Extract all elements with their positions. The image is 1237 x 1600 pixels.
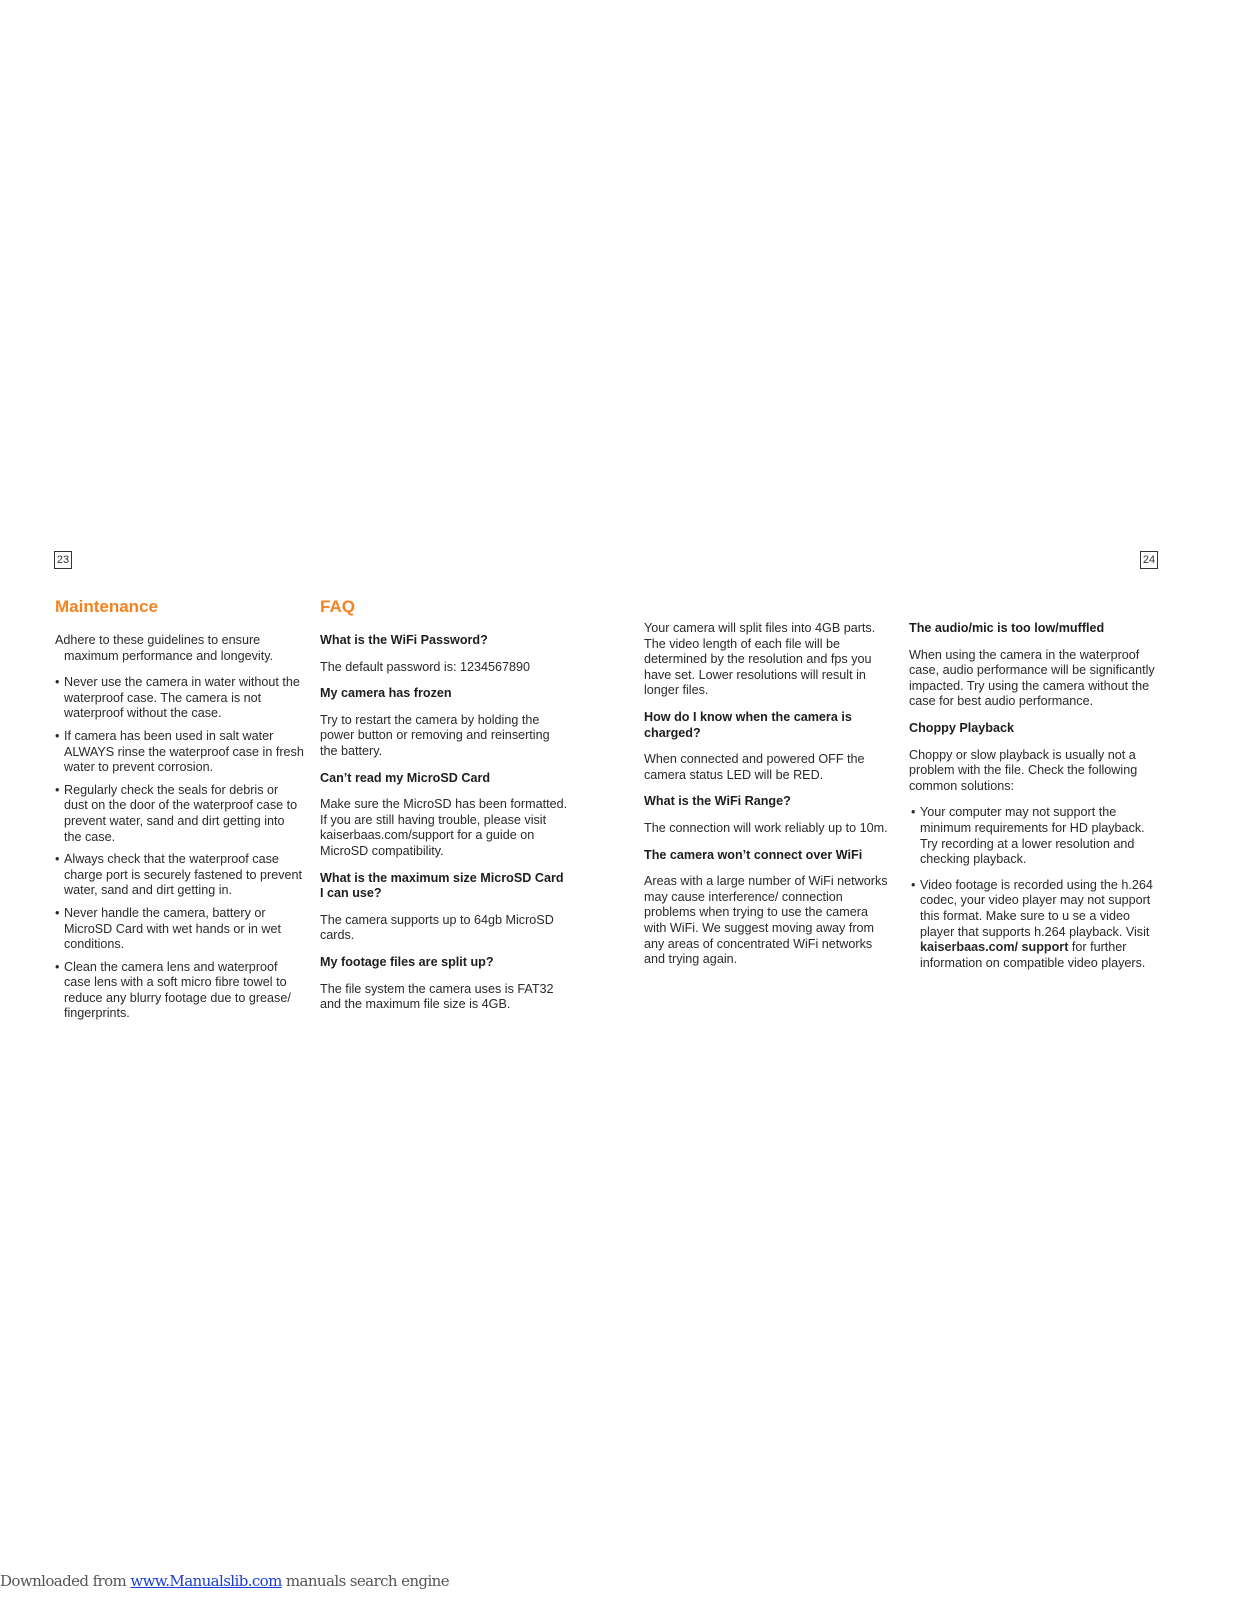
faq-answer: The file system the camera uses is FAT32 and the maximum file size is 4GB.	[320, 981, 554, 1012]
faq-question: How do I know when the camera is charged?	[644, 709, 852, 740]
faq-answer-continued: Your camera will split files into 4GB parts. The video length of each file will be determined by the resolution and fps you have set. Lower resolutions will result in longer files.	[644, 621, 876, 698]
footer-suffix: manuals search engine	[281, 1572, 449, 1590]
faq-answer: Choppy or slow playback is usually not a problem with the file. Check the following common solutions:	[909, 747, 1138, 793]
faq-section-b	[909, 621, 1161, 981]
list-item: • Clean the camera lens and waterproof case lens with a soft micro fibre towel to reduce any blurry footage due to grease/ fingerprints.	[55, 959, 291, 1021]
list-item: • Regularly check the seals for debris or dust on the door of the waterproof case to prevent water, sand and dirt getting into the case.	[55, 782, 298, 844]
maintenance-intro: Adhere to these guidelines to ensure maximum performance and longevity.	[55, 633, 274, 663]
faq-answer: Make sure the MicroSD has been formatted. If you are still having trouble, please visit kaiserbaas.com/support for a guide on MicroSD compatibility.	[320, 797, 568, 858]
faq-question: The audio/mic is too low/muffled	[909, 621, 1105, 635]
faq-section-mid	[644, 621, 892, 979]
list-item: • Video footage is recorded using the h.264 codec, your video player may not support this format. Make sure to u se a video player that supports h.264 playback. Visit kaiserbaas.com/ support for further information on compatible video players.	[911, 877, 1153, 970]
faq-answer: The camera supports up to 64gb MicroSD cards.	[320, 912, 554, 943]
manualslib-link[interactable]: www.Manualslib.com	[130, 1572, 282, 1590]
list-item: • Never use the camera in water without the waterproof case. The camera is not waterproof without the case.	[55, 675, 300, 721]
faq-answer: The default password is: 1234567890	[320, 659, 531, 674]
faq-answer: Areas with a large number of WiFi networks may cause interference/ connection problems when trying to use the camera with WiFi. We suggest moving away from any areas of concentrated WiFi networks and trying again.	[644, 874, 888, 967]
faq-question: What is the WiFi Range?	[644, 794, 791, 809]
maintenance-section	[55, 597, 305, 1029]
faq-question: Choppy Playback	[909, 720, 1014, 735]
maintenance-heading: Maintenance	[55, 597, 158, 616]
faq-question: The camera won’t connect over WiFi	[644, 847, 863, 862]
footer-prefix: Downloaded from	[0, 1572, 131, 1590]
playback-solutions-list	[909, 805, 1161, 971]
faq-section-a	[320, 597, 570, 1024]
faq-heading: FAQ	[320, 597, 355, 616]
download-footer	[0, 1572, 449, 1590]
faq-question: Can’t read my MicroSD Card	[320, 770, 491, 785]
faq-answer: When using the camera in the waterproof case, audio performance will be significantly impacted. Try using the camera without the case for best audio performance.	[909, 647, 1155, 709]
maintenance-list	[55, 675, 305, 1022]
faq-question: What is the maximum size MicroSD Card I can use?	[320, 870, 564, 901]
faq-answer: The connection will work reliably up to 10m.	[644, 820, 888, 835]
page-number-left: 23	[54, 551, 72, 569]
faq-question: My footage files are split up?	[320, 954, 494, 969]
faq-answer: Try to restart the camera by holding the power button or removing and reinserting the battery.	[320, 712, 550, 758]
list-item: • Always check that the waterproof case charge port is securely fastened to prevent water, sand and dirt getting in.	[55, 852, 303, 898]
faq-answer: When connected and powered OFF the camera status LED will be RED.	[644, 752, 865, 782]
page-number-right: 24	[1140, 551, 1158, 569]
list-item: • Never handle the camera, battery or MicroSD Card with wet hands or in wet conditions.	[55, 905, 281, 952]
faq-question: What is the WiFi Password?	[320, 633, 488, 647]
list-item: • If camera has been used in salt water ALWAYS rinse the waterproof case in fresh water to prevent corrosion.	[55, 728, 304, 775]
list-item: • Your computer may not support the minimum requirements for HD playback. Try recording at a lower resolution and checking playback.	[911, 805, 1145, 867]
faq-question: My camera has frozen	[320, 686, 452, 701]
support-link-text: kaiserbaas.com/ support	[920, 940, 1069, 955]
